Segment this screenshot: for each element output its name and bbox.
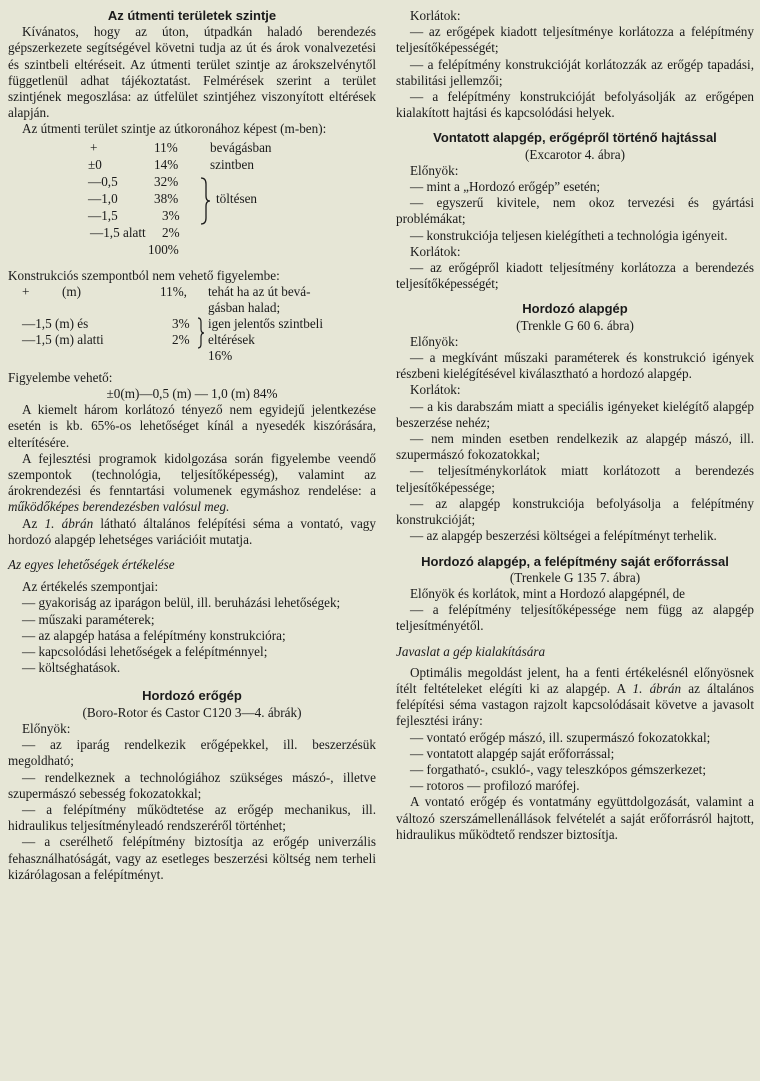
paragraph: Előnyök: (22, 720, 71, 736)
paragraph: Az útmenti terület szintje az útkoronához képest (m-ben): (22, 121, 327, 137)
section-subheading: (Trenkle G 60 6. ábra) (516, 317, 634, 333)
section-heading: Hordozó erőgép (142, 688, 242, 704)
subsection-heading: Javaslat a gép kialakítására (396, 643, 546, 659)
paragraph: Előnyök és korlátok, mint a Hordozó alapgépnél, de (410, 585, 686, 601)
table-cell: igen jelentős szintbeli (208, 315, 323, 331)
right-column (396, 8, 754, 843)
text-run: Az (22, 515, 45, 531)
paragraph: Konstrukciós szempontból nem vehető figyelembe: (8, 267, 280, 283)
paragraph: Korlátok: (410, 382, 461, 398)
table-cell: 2% (172, 331, 190, 347)
table-cell: —1,5 (88, 207, 118, 223)
list-item: — a felépítmény konstrukcióját befolyásolják az erőgépen kialakított hajtási és kapcsolódási helyek. (396, 89, 754, 121)
paragraph: A vontató erőgép és vontatmány együttdolgozását, valamint a változó szerszámellenállások felvételét a saját erőforrásról hajtott, hidraulikus működtető rendszer biztosítja. (396, 794, 754, 842)
list-item: — a cserélhető felépítmény biztosítja az erőgép univerzális fehasználhatóságát, vagy az esetleges beszerzési költség nem terheli kizárólagosan a felépítményt. (8, 834, 376, 882)
table-cell: gásban halad; (208, 299, 281, 315)
paragraph: Az értékelés szempontjai: (22, 579, 159, 595)
table-cell: tehát ha az út bevá- (208, 283, 311, 299)
paragraph: Figyelembe vehető: (8, 369, 113, 385)
text-run: 1. ábrán (44, 515, 94, 531)
list-item: — mint a „Hordozó erőgép” esetén; (410, 179, 601, 195)
list-item: — vontató erőgép mászó, ill. szupermászó fokozatokkal; (410, 729, 711, 745)
list-item: — az erőgépek kiadott teljesítménye korlátozza a felépítmény teljesítőképességét; (396, 24, 754, 56)
list-item: — az alapgép hatása a felépítmény konstrukcióra; (22, 627, 286, 643)
table-cell: + (22, 283, 30, 299)
paragraph (8, 451, 376, 516)
list-item: — kapcsolódási lehetőségek a felépítménnyel; (22, 644, 268, 660)
list-item: — az erőgépről kiadott teljesítmény korlátozza a berendezés teljesítőképességét; (396, 260, 754, 292)
table-cell: —1,5 (m) alatti (22, 331, 104, 347)
list-item: — költséghatások. (22, 660, 121, 676)
table-cell: töltésen (216, 190, 258, 206)
section-subheading: (Excarotor 4. ábra) (525, 146, 625, 162)
table-cell: szintben (210, 156, 254, 172)
table-cell: 38% (154, 190, 179, 206)
text-run: A fejlesztési programok kidolgozása során figyelembe veendő szempontok (technológia, teljesítőképesség), valamint az árokrendezési és fenntartási volumenek egymáshoz rendelése: a (8, 450, 376, 499)
list-item: — gyakoriság az iparágon belül, ill. beruházási lehetőségek; (22, 595, 341, 611)
list-item: — vontatott alapgép saját erőforrással; (410, 745, 615, 761)
paragraph: Korlátok: (410, 243, 461, 259)
section-heading: Az útmenti területek szintje (107, 8, 277, 23)
table-cell: 32% (154, 173, 179, 189)
table-cell: bevágásban (210, 139, 272, 155)
list-item: — a felépítmény konstrukcióját korlátozzák az erőgép tapadási, stabilitási jellemzői; (396, 56, 754, 88)
list-item: — az alapgép beszerzési költségei a felépítményt terhelik. (410, 528, 717, 544)
list-item: — konstrukciója teljesen kielégítheti a technológia igényeit. (410, 227, 728, 243)
table-cell: eltérések (208, 331, 255, 347)
list-item: — egyszerű kivitele, nem okoz tervezési és gyártási problémákat; (396, 195, 754, 227)
paragraph: Előnyök: (410, 333, 459, 349)
list-item: — az iparág rendelkezik erőgépekkel, ill. beszerzésük megoldható; (8, 737, 376, 769)
table-cell: 11% (154, 139, 178, 155)
level-distribution-table (8, 138, 376, 268)
paragraph: Korlátok: (410, 8, 461, 23)
table-cell: 2% (162, 224, 180, 240)
paragraph: Előnyök: (410, 162, 459, 178)
section-heading: Vontatott alapgép, erőgépről történő hajtással (433, 130, 717, 146)
list-item: — a felépítmény teljesítőképessége nem függ az alapgép teljesítményétől. (396, 602, 754, 634)
text-run: működőképes berendezésben valósul meg. (8, 499, 230, 515)
table-cell: —0,5 (88, 173, 118, 189)
text-run: 1. ábrán (632, 680, 682, 696)
list-item: — a kis darabszám miatt a speciális igényeket kielégítő alapgép beszerzése nehéz; (396, 398, 754, 430)
excluded-table (8, 284, 376, 370)
subsection-heading: Az egyes lehetőségek értékelése (8, 557, 175, 573)
list-item: — műszaki paraméterek; (22, 611, 155, 627)
text-run: az általános felépítési séma vastagon rajzolt kapcsolódásait követve a javasolt fejlesztési irány: (396, 680, 754, 729)
text-run: látható általános felépítési séma a vontató, vagy hordozó alapgép lehetséges variációit mutatja. (8, 515, 376, 547)
paragraph: Kívánatos, hogy az úton, útpadkán haladó berendezés gépszerkezete segítségével követni tudja az út és árok vonalvezetési és szintbeli eltéréseit. Az útmenti terület szintje az árokszelvénytől függetlenül adhat tájékoztatást. Felmérések szerint a terület szintjének megoszlása: az útfelület szintjéhez viszonyított eltérések alapján. (8, 24, 376, 121)
table-cell: ±0 (88, 156, 102, 172)
list-item: — rendelkeznek a technológiához szükséges mászó-, illetve szupermászó sebesség fokozatokkal; (8, 769, 376, 801)
table-cell: —1,0 (88, 190, 118, 206)
paragraph (8, 516, 376, 548)
section-heading: Hordozó alapgép, a felépítmény saját erőforrással (421, 553, 729, 569)
brace-icon (198, 176, 212, 226)
left-column (8, 8, 376, 883)
list-item: — rotoros — profilozó marófej. (410, 778, 580, 794)
table-cell: 3% (162, 207, 180, 223)
table-cell: —1,5 alatt (90, 224, 146, 240)
paragraph (396, 665, 754, 730)
section-heading: Hordozó alapgép (522, 301, 628, 317)
list-item: — az alapgép konstrukciója befolyásolja a felépítmény konstrukcióját; (396, 495, 754, 528)
table-cell: —1,5 (m) és (22, 315, 89, 331)
text-run: Optimális megoldást jelent, ha a fenti értékelésnél előnyösnek ítélt feltételeket elégíti ki az alapgép. A (396, 664, 754, 696)
section-subheading: (Trenkele G 135 7. ábra) (509, 569, 641, 585)
table-cell: 3% (172, 315, 190, 331)
list-item: — teljesítménykorlátok miatt korlátozott a berendezés teljesítőképessége; (396, 463, 754, 495)
table-cell: (m) (62, 283, 82, 299)
table-cell: 14% (154, 156, 179, 172)
list-item: — forgatható-, csukló-, vagy teleszkópos gémszerkezet; (410, 761, 707, 777)
brace-icon (196, 317, 206, 349)
list-item: — nem minden esetben rendelkezik az alapgép mászó, ill. szupermászó fokozatokkal; (396, 431, 754, 463)
formula-line: ±0(m)—0,5 (m) — 1,0 (m) 84% (106, 386, 278, 402)
table-cell: + (90, 139, 98, 155)
table-cell: 11%, (160, 283, 187, 299)
table-cell: 100% (148, 241, 179, 257)
table-cell: 16% (208, 347, 233, 363)
section-subheading: (Boro-Rotor és Castor C120 3—4. ábrák) (82, 704, 302, 720)
list-item: — a felépítmény működtetése az erőgép mechanikus, ill. hidraulikus teljesítményleadó rendszeréről történhet; (8, 801, 376, 834)
list-item: — a megkívánt műszaki paraméterek és konstrukció igények részbeni kielégítésével kiválasztható a hordozó alapgép. (396, 350, 754, 382)
paragraph: A kiemelt három korlátozó tényező nem egyidejű jelentkezése esetén is kb. 65%-os lehetőséget kínál a nyesedék kiszórására, elterítésére. (8, 402, 376, 450)
